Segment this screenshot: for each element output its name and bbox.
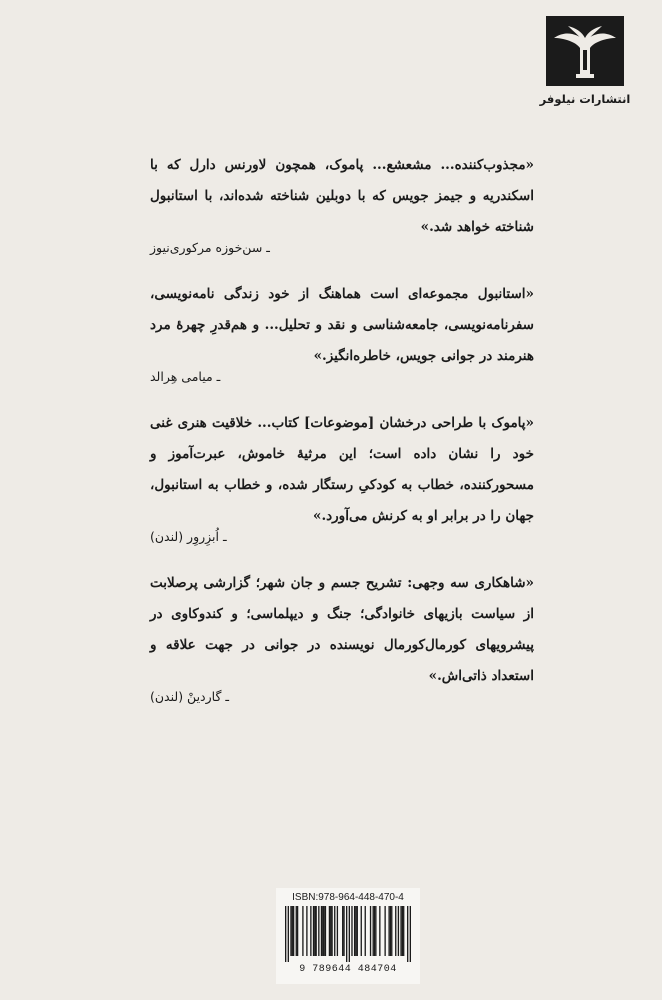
barcode-bar [343, 906, 344, 956]
barcode-bar [288, 906, 289, 962]
review-quote [150, 568, 534, 706]
barcode-bar [388, 906, 389, 956]
quote-attribution: ـ گاردینْ (لندن) [150, 689, 230, 704]
quote-text: «استانبول مجموعه‌ای است هماهنگ از خود زندگی نامه‌نویسی، سفرنامه‌نویسی، جامعه‌شناسی و نقد و تحلیل... و هم‌قدرِ چهرهٔ مرد هنرمند در جوانی جویس، خاطره‌انگیز.» [150, 286, 534, 364]
barcode-bar [351, 906, 352, 956]
barcode-bar [330, 906, 331, 956]
barcode-bar [398, 906, 399, 956]
quote-text: «مجذوب‌کننده... مشعشع... پاموک، همچون لاورنس دارل که با اسکندریه و جیمز جویس که با دوبلین شناخته شده‌اند، با استانبول شناخته خواهد شد.» [150, 157, 534, 235]
barcode-bar [290, 906, 291, 956]
barcode-bar [400, 906, 401, 956]
quote-attribution: ـ سن‌خوزه مرکوری‌نیوز [150, 240, 270, 255]
barcode-bar [314, 906, 315, 956]
nilufar-lotus-logo-icon [546, 16, 624, 86]
barcode-bar [384, 906, 385, 956]
barcode-bar [325, 906, 326, 956]
review-quote [150, 279, 534, 386]
barcode-bar [334, 906, 335, 956]
barcode-bar [302, 906, 303, 956]
barcode-bar [410, 906, 411, 962]
barcode-bar [355, 906, 356, 956]
barcode-digits: 9 789644 484704 [299, 964, 397, 975]
publisher-block [539, 16, 631, 106]
barcode-bar [293, 906, 294, 956]
barcode-bar [395, 906, 396, 956]
isbn-label: ISBN:978-964-448-470-4 [292, 892, 404, 903]
review-quote [150, 408, 534, 546]
barcode-bar [285, 906, 286, 962]
review-quote [150, 150, 534, 257]
barcode-bar [361, 906, 362, 956]
quote-attribution: ـ میامی هِرالد [150, 369, 221, 384]
barcode-bar [379, 906, 380, 956]
barcode-bar [391, 906, 392, 956]
barcode-bar [313, 906, 314, 956]
barcode-bar [407, 906, 408, 962]
barcode-bar [402, 906, 403, 956]
quote-attribution: ـ اُبزِروِر (لندن) [150, 529, 227, 544]
barcode-bar [297, 906, 298, 956]
barcode-bar [375, 906, 376, 956]
barcode-bar [306, 906, 307, 956]
barcode-bar [296, 906, 297, 956]
quote-text: «پاموک با طراحی درخشان [موضوعات] کتاب... خلاقیت هنری غنی خود را نشان داده است؛ این مرثیهٔ خاموش، عبرت‌آموز و مسحورکننده، خطاب به کودکیِ رستگار شده، و خطاب به استانبول، جهان را در برابر او به کرنش می‌آورد.» [150, 415, 534, 524]
barcode-bar [354, 906, 355, 956]
barcode-bar [365, 906, 366, 956]
barcode-bar [390, 906, 391, 956]
barcode-bar [349, 906, 350, 962]
barcode-bar [318, 906, 319, 956]
review-quotes [150, 150, 534, 728]
barcode-bar [337, 906, 338, 956]
barcode-bar [316, 906, 317, 956]
barcode-bar [342, 906, 343, 956]
barcode-bar [370, 906, 371, 956]
publisher-name: انتشارات نیلوفر [539, 92, 631, 106]
barcode-bar [321, 906, 322, 956]
barcode-bar [329, 906, 330, 956]
barcode-bar [310, 906, 311, 956]
barcode-bar [331, 906, 332, 956]
barcode-bar [292, 906, 293, 956]
barcode-bar [346, 906, 347, 962]
isbn-barcode-box [276, 888, 420, 984]
barcode-bar [322, 906, 323, 956]
barcode-bar [373, 906, 374, 956]
barcode-bar [357, 906, 358, 956]
barcode-icon [285, 906, 411, 962]
barcode-bar [323, 906, 324, 956]
quote-text: «شاهکاری سه وجهی: تشریح جسم و جان شهر؛ گزارشی پرصلابت از سیاست بازیهای خانوادگی؛ جنگ و دیپلماسی؛ و کندوکاوی در پیشرویهای کورمال‌کورمال نویسنده در جوانی در جهت علاقه و استعداد ذاتی‌اش.» [150, 575, 534, 684]
barcode-bar [374, 906, 375, 956]
barcode-bar [403, 906, 404, 956]
